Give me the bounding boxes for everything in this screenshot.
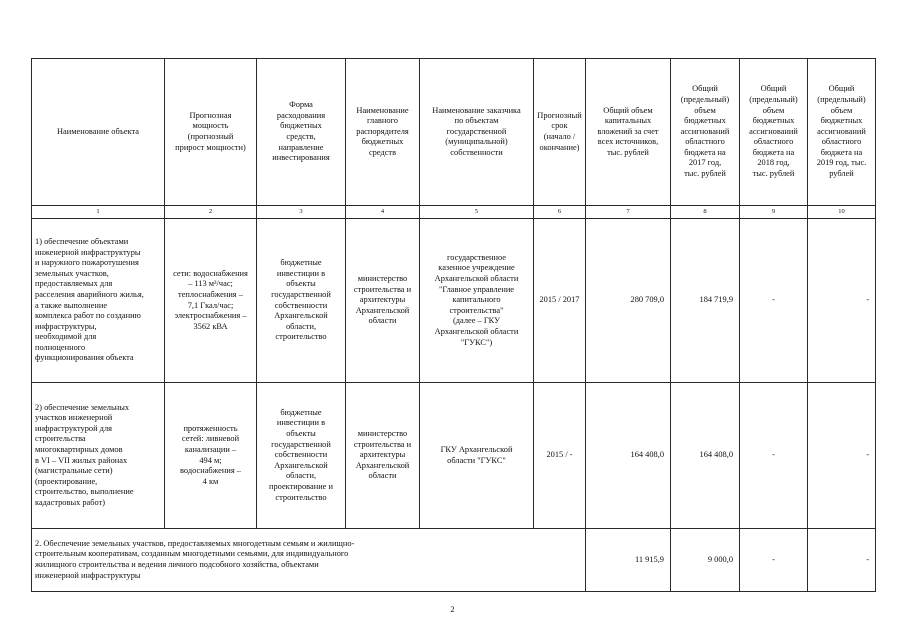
header-capacity: Прогнозная мощность (прогнозный прирост мощности) [165, 59, 257, 206]
column-number: 8 [671, 206, 740, 219]
budget-2017-cell: 184 719,9 [671, 219, 740, 383]
header-form: Форма расходования бюджетных средств, направление инвестирования [257, 59, 346, 206]
page-number: 2 [450, 604, 455, 614]
column-number: 9 [740, 206, 808, 219]
term-cell: 2015 / - [534, 383, 586, 529]
summary-2018-cell: - [740, 529, 808, 592]
object-name-cell: 1) обеспечение объектами инженерной инфраструктуры и наружного пожаротушения земельных участков, предоставляемых для расселения аварийного жилья, а также выполнение комплекса работ по созданию инфраструктуры, необходимой для полноценного функционирования объекта [32, 219, 165, 383]
total-cell: 164 408,0 [586, 383, 671, 529]
column-number: 4 [346, 206, 420, 219]
column-number: 5 [420, 206, 534, 219]
column-number: 1 [32, 206, 165, 219]
column-number: 6 [534, 206, 586, 219]
object-name-cell: 2) обеспечение земельных участков инженерной инфраструктурой для строительства многоквартирных домов в VI – VII жилых районах (магистральные сети) (проектирование, строительство, выполнение кадастровых работ) [32, 383, 165, 529]
summary-total-cell: 11 915,9 [586, 529, 671, 592]
form-cell: бюджетные инвестиции в объекты государственной собственности Архангельской области, проектирование и строительство [257, 383, 346, 529]
customer-cell: государственное казенное учреждение Архангельской области "Главное управление капитального строительства" (далее – ГКУ Архангельской области "ГУКС") [420, 219, 534, 383]
summary-2017-cell: 9 000,0 [671, 529, 740, 592]
table-row [32, 219, 876, 383]
header-2018: Общий (предельный) объем бюджетных ассигнований областного бюджета на 2018 год, тыс. рублей [740, 59, 808, 206]
header-2017: Общий (предельный) объем бюджетных ассигнований областного бюджета на 2017 год, тыс. рублей [671, 59, 740, 206]
header-term: Прогнозный срок (начало / окончание) [534, 59, 586, 206]
summary-text-cell: 2. Обеспечение земельных участков, предоставляемых многодетным семьям и жилищно- строительным кооперативам, созданным многодетными семьями, для индивидуального жилищного строительства и ведения личного подсобного хозяйства, объектами инженерной инфраструктуры [32, 529, 586, 592]
summary-2019-cell: - [808, 529, 876, 592]
total-cell: 280 709,0 [586, 219, 671, 383]
header-row [32, 59, 876, 206]
customer-cell: ГКУ Архангельской области "ГУКС" [420, 383, 534, 529]
manager-cell: министерство строительства и архитектуры Архангельской области [346, 219, 420, 383]
capacity-cell: сети: водоснабжения – 113 м³/час; теплоснабжения – 7,1 Гкал/час; электроснабжения – 3562 кВА [165, 219, 257, 383]
budget-2019-cell: - [808, 219, 876, 383]
capacity-cell: протяженность сетей: ливневой канализации – 494 м; водоснабжения – 4 км [165, 383, 257, 529]
column-number: 7 [586, 206, 671, 219]
budget-2018-cell: - [740, 383, 808, 529]
column-number: 3 [257, 206, 346, 219]
header-total: Общий объем капитальных вложений за счет всех источников, тыс. рублей [586, 59, 671, 206]
investment-table [31, 58, 876, 592]
budget-2018-cell: - [740, 219, 808, 383]
header-customer: Наименование заказчика по объектам государственной (муниципальной) собственности [420, 59, 534, 206]
manager-cell: министерство строительства и архитектуры Архангельской области [346, 383, 420, 529]
form-cell: бюджетные инвестиции в объекты государственной собственности Архангельской области, строительство [257, 219, 346, 383]
header-2019: Общий (предельный) объем бюджетных ассигнований областного бюджета на 2019 год, тыс. рублей [808, 59, 876, 206]
table-row [32, 383, 876, 529]
header-manager: Наименование главного распорядителя бюджетных средств [346, 59, 420, 206]
column-number-row [32, 206, 876, 219]
term-cell: 2015 / 2017 [534, 219, 586, 383]
budget-2019-cell: - [808, 383, 876, 529]
budget-2017-cell: 164 408,0 [671, 383, 740, 529]
column-number: 10 [808, 206, 876, 219]
header-object-name: Наименование объекта [32, 59, 165, 206]
summary-row [32, 529, 876, 592]
column-number: 2 [165, 206, 257, 219]
